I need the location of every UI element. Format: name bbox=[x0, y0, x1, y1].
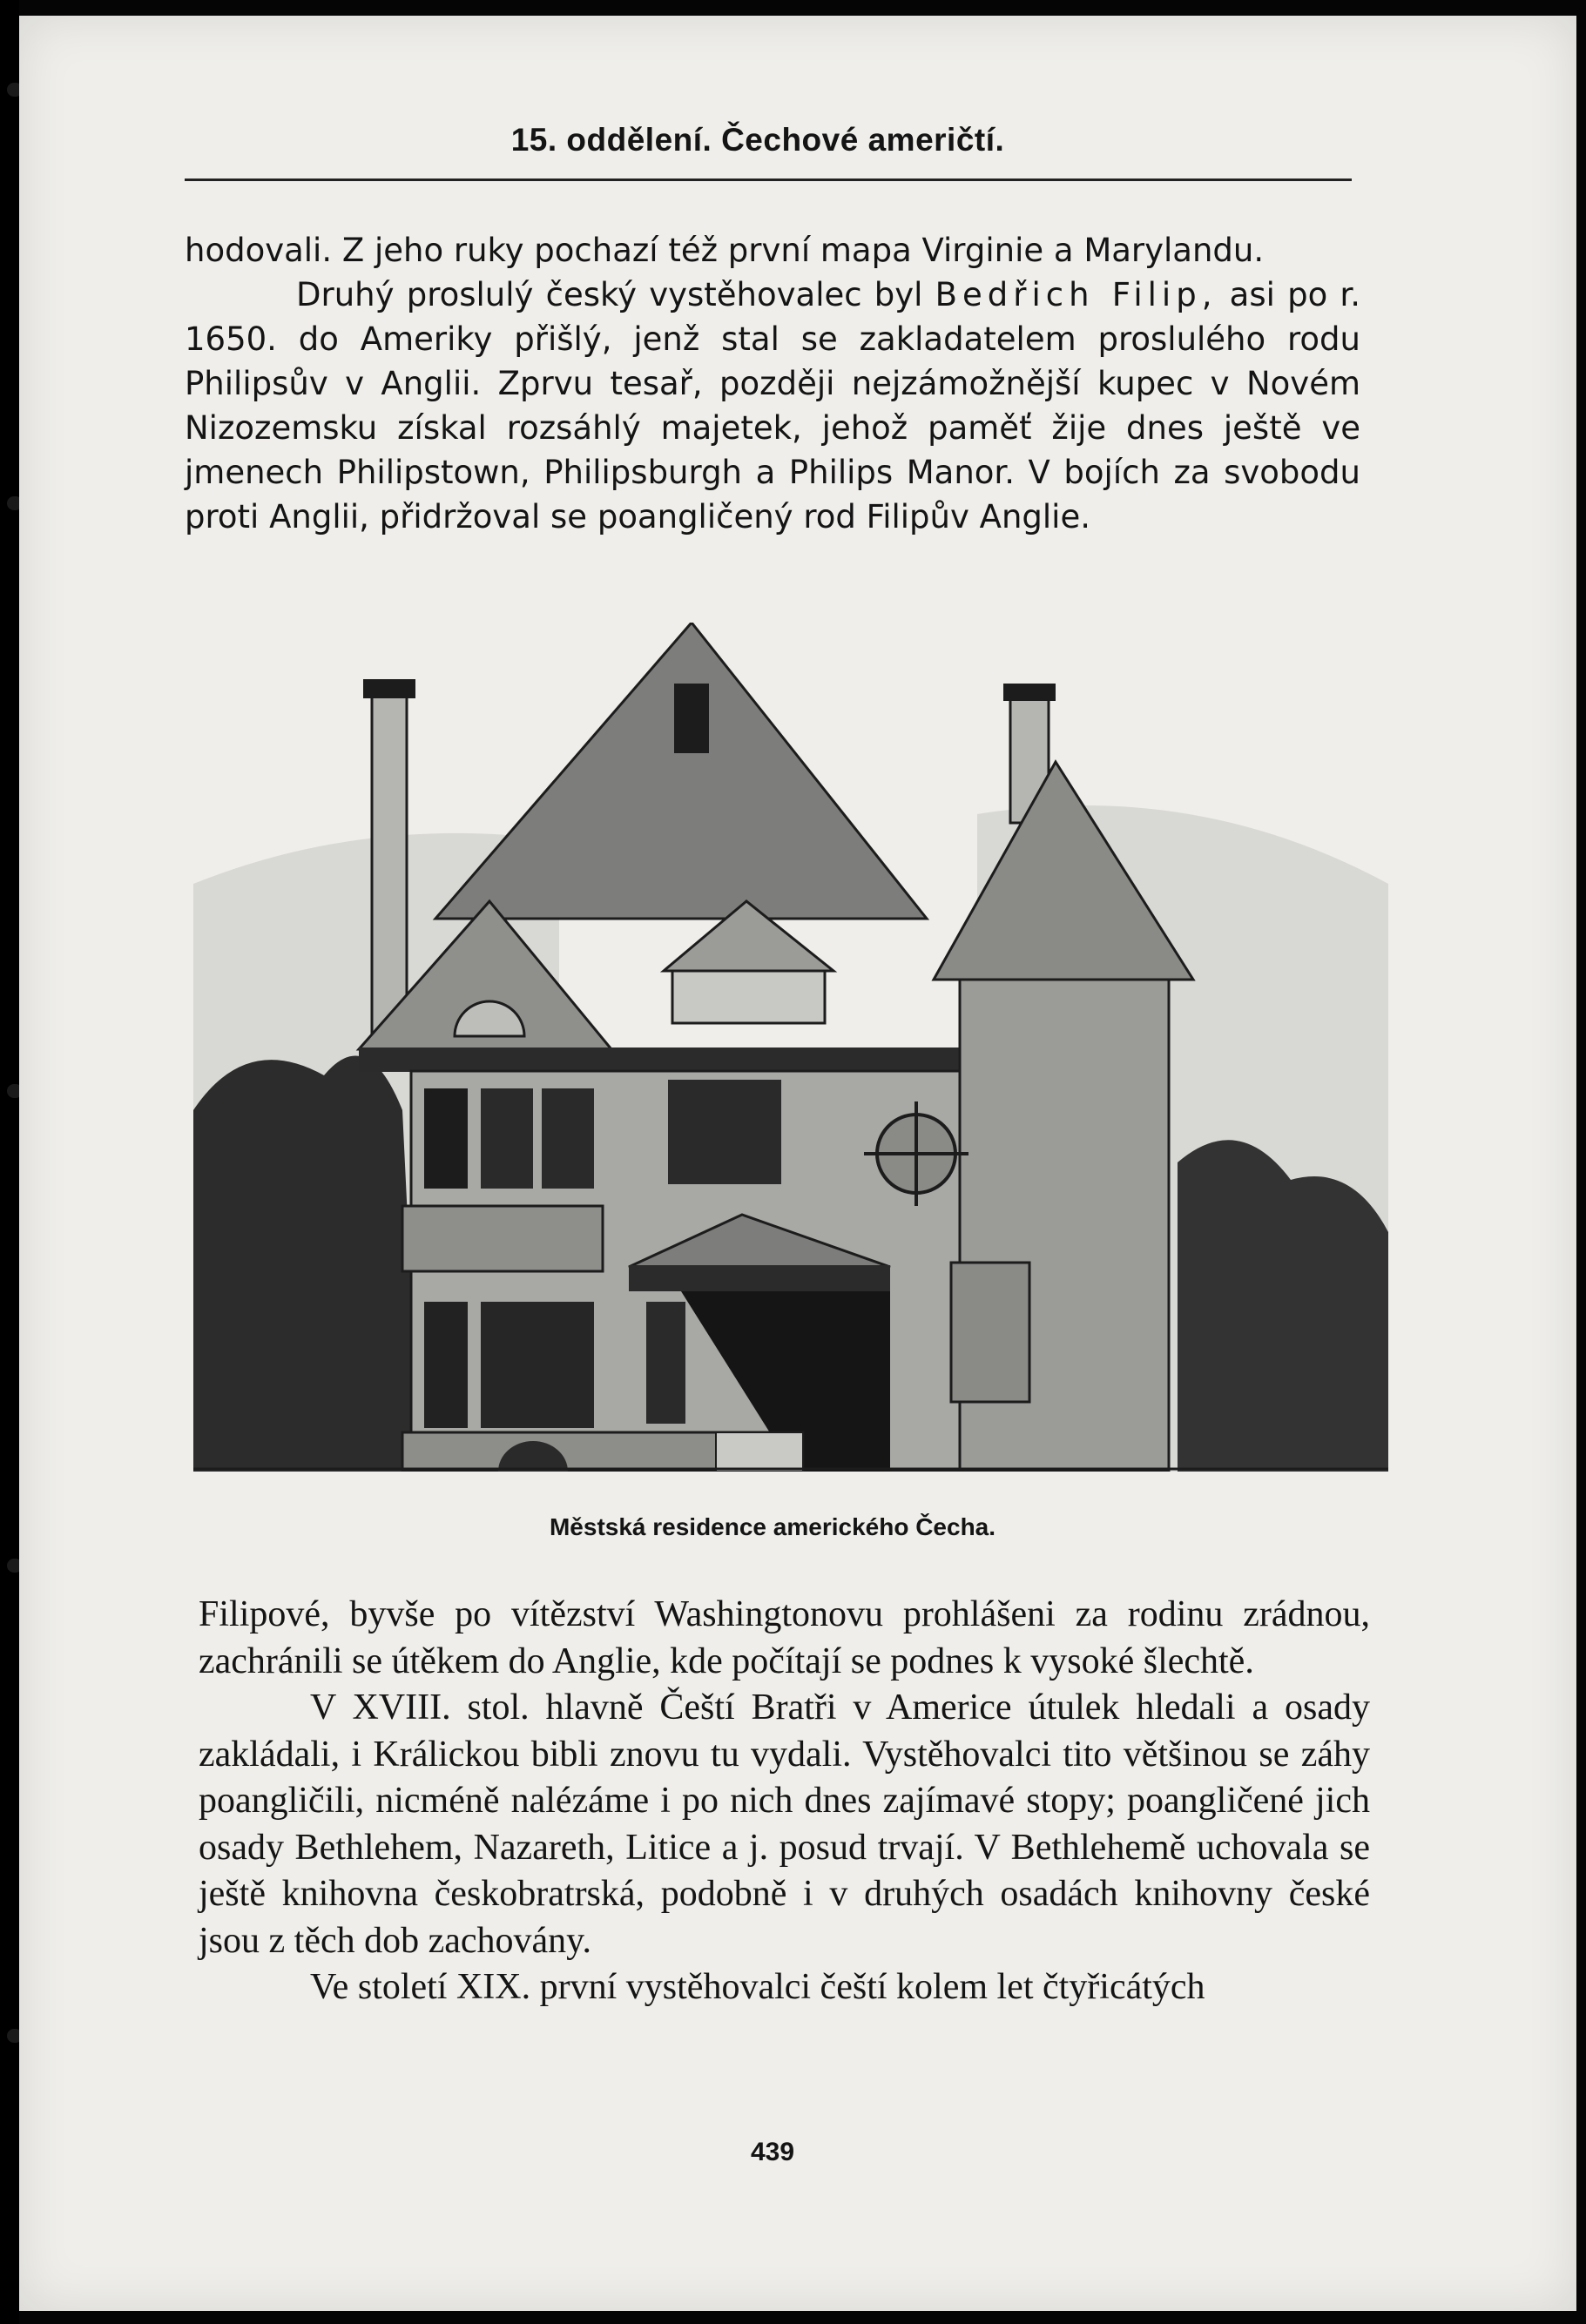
bottom-text-block bbox=[199, 1592, 1370, 2011]
steps bbox=[716, 1432, 803, 1472]
chimney-left bbox=[372, 688, 407, 1054]
upper-window bbox=[668, 1080, 781, 1184]
text-run: Druhý proslulý český vystěhovalec byl bbox=[296, 276, 923, 313]
paragraph: Filipové, byvše po vítězství Washingtonovu prohlášeni za rodinu zrádnou, zachránili se útěkem do Anglie, kde počítají se podnes k vysoké šlechtě. bbox=[199, 1594, 1370, 1681]
paragraph: V XVIII. stol. hlavně Čeští Bratři v Americe útulek hledali a osady zakládali, i Králickou bibli znovu tu vydali. Vystěhovalci tito většinou se záhy poangličili, nicméně nalézáme i po nich dnes zajímavé stopy; poangličené jich osady Bethlehem, Nazareth, Litice a j. posud trvají. V Bethlehemě uchovala se ještě knihovna českobratrská, podobně i v druhých osadách knihovny české jsou z těch dob zachovány. bbox=[199, 1687, 1370, 1961]
house-illustration bbox=[193, 623, 1388, 1472]
book-spine-edge bbox=[0, 0, 19, 2324]
dormer-window bbox=[674, 684, 709, 753]
top-text-block bbox=[185, 228, 1360, 539]
paragraph: Ve století XIX. první vystěhovalci čeští kolem let čtyřicátých bbox=[310, 1967, 1205, 2007]
header-rule bbox=[185, 179, 1352, 181]
person-name-spaced: Bedřich Filip, bbox=[935, 276, 1218, 313]
paragraph bbox=[185, 273, 1360, 539]
figure-caption: Městská residence amerického Čecha. bbox=[549, 1513, 996, 1540]
text-run: asi po r. 1650. do Ameriky přišlý, jenž stal se zakladatelem proslulého rodu Philipsův v Anglii. Zprvu tesař, později nejzámožnější kupec v Novém Nizozemsku získal rozsáhlý majetek, jehož paměť žije dnes ještě ve jmenech Philipstown, Philipsburgh a Philips Manor. V bojích za svobodu proti Anglii, přidržoval se poangličený rod Filipův Anglie. bbox=[185, 276, 1361, 536]
lower-window bbox=[481, 1302, 594, 1428]
page-number: 439 bbox=[750, 2138, 795, 2166]
tree-left bbox=[193, 1056, 420, 1472]
running-header: 15. oddělení. Čechové američtí. bbox=[510, 122, 1005, 158]
paragraph: hodovali. Z jeho ruky pochazí též první mapa Virginie a Marylandu. bbox=[185, 232, 1265, 269]
